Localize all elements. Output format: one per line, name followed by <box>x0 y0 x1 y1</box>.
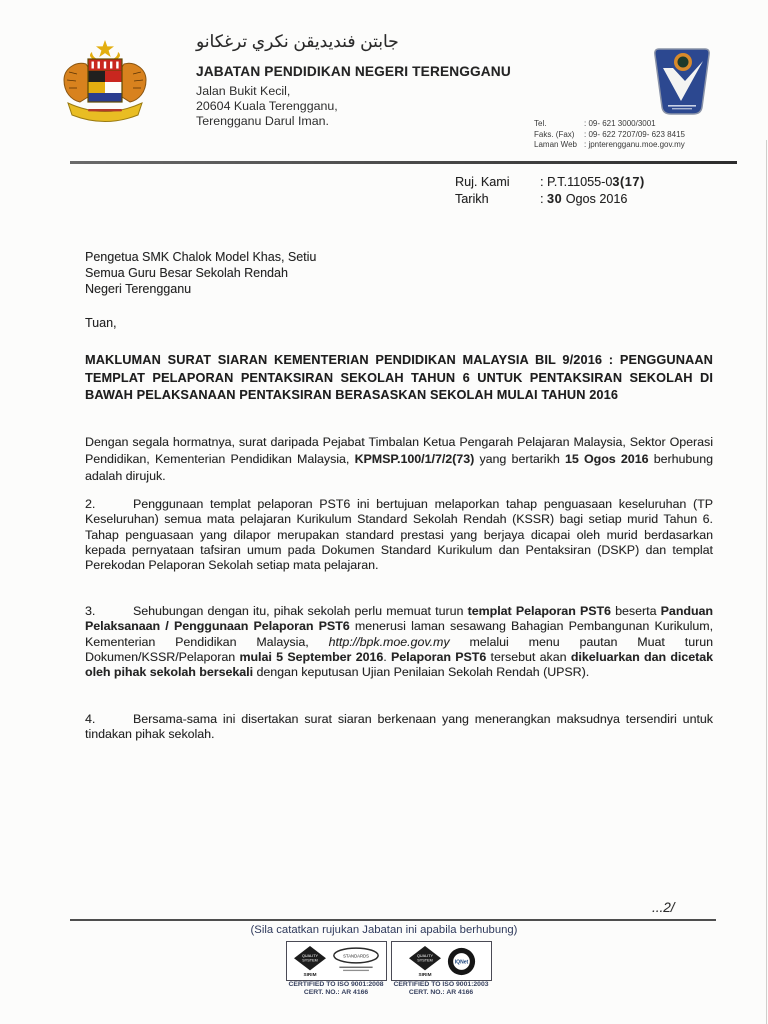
sirim-quality-system-diamond-icon <box>408 946 442 977</box>
address-line: Terengganu Darul Iman. <box>196 114 329 129</box>
contact-row <box>534 130 685 141</box>
standards-oval-icon <box>332 947 380 975</box>
subject-line: MAKLUMAN SURAT SIARAN KEMENTERIAN PENDIDIKAN MALAYSIA BIL 9/2016 : PENGGUNAAN TEMPLAT PELAPORAN PENTAKSIRAN SEKOLAH TAHUN 6 UNTUK PENTAKSIRAN SEKOLAH DI BAWAH PELAKSANAAN PENTAKSIRAN BERASASKAN SEKOLAH MULAI TAHUN 2016 <box>85 353 713 403</box>
date-day-handwritten: 30 <box>547 191 563 206</box>
jawi-script-title: جابتن فنديديقن نكري ترغكانو <box>196 32 399 51</box>
contact-block <box>534 119 685 151</box>
ref-number-handwritten: 3 <box>612 175 620 189</box>
reference-row <box>455 174 645 191</box>
paragraph-2: 2. Penggunaan templat pelaporan PST6 ini bertujuan melaporkan tahap penguasaan keseluruhan (TP Keseluruhan) semua mata pelajaran Kurikulum Standard Sekolah Rendah (KSSR) bagi setiap murid Tahun 6. Tahap penguasaan yang dilapor merupakan standard prestasi yang berjaya dicapai oleh murid berdasarkan kepada pernyataan tafsiran umum pada Dokumen Standard Kurikulum dan Pentaksiran (DSKP) dan templat Perekodan Pelaporan Sekolah setiap mata pelajaran. <box>85 497 713 573</box>
address-line: Jalan Bukit Kecil, <box>196 84 291 98</box>
recipient-block <box>85 249 316 297</box>
svg-text:STANDARDS: STANDARDS <box>343 953 369 959</box>
caption-line: CERT. NO.: AR 4166 <box>408 989 474 997</box>
paragraph-4: 4. Bersama-sama ini disertakan surat siaran berkenaan yang menerangkan maksudnya tersendiri untuk tindakan pihak sekolah. <box>85 712 713 742</box>
date-value: Ogos 2016 <box>562 191 628 206</box>
contact-label: Faks. (Fax) <box>534 129 575 139</box>
svg-text:SIRIM: SIRIM <box>417 971 432 977</box>
scan-edge-artifact <box>766 140 767 1024</box>
salutation: Tuan, <box>85 316 117 330</box>
svg-text:SIRIM: SIRIM <box>303 971 317 977</box>
address-line: 20604 Kuala Terengganu, <box>196 99 338 114</box>
jpnt-shield-logo-icon <box>652 48 712 116</box>
svg-text:QUALITY: QUALITY <box>301 953 319 958</box>
svg-text:SYSTEM: SYSTEM <box>416 958 433 962</box>
department-name: JABATAN PENDIDIKAN NEGERI TERENGGANU <box>196 64 511 79</box>
certification-caption-2 <box>375 981 507 997</box>
ref-number: : P.T.11055-0 <box>540 175 613 189</box>
svg-text:QUALITY: QUALITY <box>416 953 433 958</box>
paragraph-3: 3. Sehubungan dengan itu, pihak sekolah perlu memuat turun templat Pelaporan PST6 beserta Panduan Pelaksanaan / Penggunaan Pelaporan PST6 menerusi laman sesawang Bahagian Pembangunan Kurikulum, Kementerian Pendidikan Malaysia, http://bpk.moe.gov.my melalui menu pautan Muat turun Dokumen/KSSR/Pelaporan mulai 5 September 2016. Pelaporan PST6 tersebut akan dikeluarkan dan dicetak oleh pihak sekolah bersekali dengan keputusan Ujian Penilaian Sekolah Rendah (UPSR). <box>85 604 714 680</box>
header-divider <box>70 161 737 164</box>
certification-box-1 <box>286 941 387 981</box>
contact-value: : 09- 622 7207/09- 623 8415 <box>584 129 685 139</box>
reference-block <box>455 174 645 207</box>
caption-line: CERTIFIED TO ISO 9001:2008 <box>288 981 384 988</box>
certification-box-2 <box>391 941 492 981</box>
caption-line: CERTIFIED TO ISO 9001:2003 <box>393 981 489 988</box>
paragraph-1: Dengan segala hormatnya, surat daripada Pejabat Timbalan Ketua Pengarah Pelajaran Malaysia, Sektor Operasi Pendidikan, Kementerian Pendidikan Malaysia, KPMSP.100/1/7/2(73) yang bertarikh 15 Ogos 2016 berhubung adalah dirujuk. <box>85 435 713 483</box>
caption-line: CERT. NO.: AR 4166 <box>303 989 369 997</box>
footer-divider <box>70 919 716 921</box>
continuation-marker: ...2/ <box>652 900 675 915</box>
date-value: : <box>540 191 547 206</box>
contact-value: : 09- 621 3000/3001 <box>584 119 656 128</box>
contact-row <box>534 140 685 151</box>
ref-label: Ruj. Kami <box>455 175 510 189</box>
contact-row <box>534 119 685 130</box>
svg-text:SYSTEM: SYSTEM <box>302 958 318 962</box>
svg-text:IQNet: IQNet <box>454 959 468 966</box>
footer-note: (Sila catatkan rujukan Jabatan ini apabila berhubung) <box>250 924 518 936</box>
contact-value: : jpnterengganu.moe.gov.my <box>584 140 685 149</box>
malaysia-coat-of-arms-icon <box>55 40 155 135</box>
recipient-line: Pengetua SMK Chalok Model Khas, Setiu <box>85 250 317 264</box>
contact-label: Tel. <box>534 119 547 128</box>
iqnet-circle-icon <box>447 947 476 976</box>
recipient-line: Negeri Terengganu <box>85 282 192 296</box>
date-label: Tarikh <box>455 191 489 206</box>
contact-label: Laman Web <box>534 140 577 149</box>
sirim-quality-system-diamond-icon <box>293 946 327 977</box>
recipient-line: Semua Guru Besar Sekolah Rendah <box>85 266 288 280</box>
date-row <box>455 191 645 208</box>
ref-number-handwritten: (17) <box>619 175 645 189</box>
department-address <box>196 84 338 130</box>
